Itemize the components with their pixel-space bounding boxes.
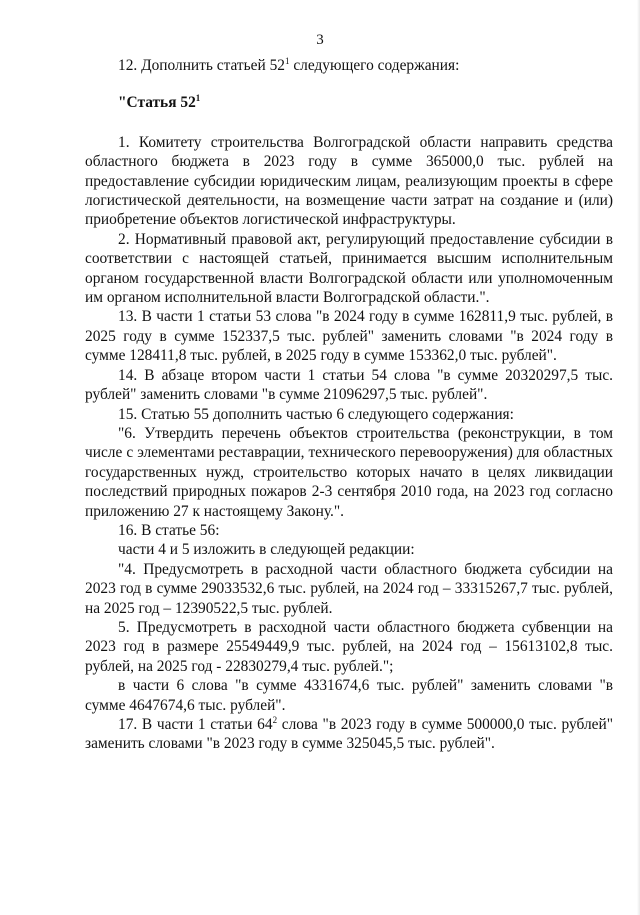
item-12-text: 12. Дополнить статьей 52 [118, 57, 285, 74]
item-12-superscript: 1 [284, 56, 290, 66]
paragraph-2: 2. Нормативный правовой акт, регулирующий предоставление субсидии в соответствии с настоящей статьей, принимается высшим исполнительным органом государственной власти Волгоградской области или уполномоченным им органом исполнительной власти Волгоградской области.". [85, 230, 613, 307]
paragraph-13: 13. В части 1 статьи 53 слова "в 2024 году в сумме 162811,9 тыс. рублей, в 2025 году в сумме 152337,5 тыс. рублей" заменить словами "в 2024 году в сумме 128411,8 тыс. рублей, в 2025 году в сумме 153362,0 тыс. рублей". [85, 308, 613, 365]
paragraph-16-part-6: в части 6 слова "в сумме 4331674,6 тыс. рублей" заменить словами "в сумме 4647674,6 тыс. рублей". [85, 677, 613, 714]
paragraph-17-text-b: слова "в 2023 году в сумме 500000,0 тыс. рублей" заменить словами "в 2023 году в сумме 325045,5 тыс. рублей". [85, 716, 614, 753]
paragraph-17-text-a: 17. В части 1 статьи 64 [118, 716, 273, 733]
item-12-tail: следующего содержания: [289, 57, 460, 74]
paragraph-15-quote: "6. Утвердить перечень объектов строительства (реконструкции, в том числе с элементами реставрации, технического перевооружения) для областных государственных нужд, строительство которых начато в целях ликвидации последствий природных пожаров 2-3 сентября 2010 года, на 2023 год согласно приложению 27 к настоящему Закону.". [85, 424, 613, 520]
paragraph-16: 16. В статье 56: [118, 521, 220, 539]
paragraph-1: 1. Комитету строительства Волгоградской области направить средства областного бюджета в 2023 году в сумме 365000,0 тыс. рублей на предоставление субсидии юридическим лицам, реализующим проекты в сфере логистической деятельности, на возмещение части затрат на создание и (или) приобретение объектов логистической инфраструктуры. [85, 133, 613, 229]
paragraph-16-part-5: 5. Предусмотреть в расходной части областного бюджета субвенции на 2023 год в размере 25549449,9 тыс. рублей, на 2024 год – 15613102,8 тыс. рублей, на 2025 год - 22830279,4 тыс. рублей."; [85, 618, 613, 675]
paragraph-15: 15. Статью 55 дополнить частью 6 следующего содержания: [118, 405, 514, 423]
paragraph-17 [85, 715, 613, 754]
item-12 [85, 56, 613, 75]
document-body [85, 56, 613, 754]
article-heading-text: "Статья 52 [118, 94, 196, 112]
paragraph-17-superscript: 2 [272, 715, 278, 725]
paragraph-16-intro: части 4 и 5 изложить в следующей редакции: [118, 541, 415, 559]
article-heading-superscript: 1 [195, 93, 201, 104]
paragraph-14: 14. В абзаце втором части 1 статьи 54 слова "в сумме 20320297,5 тыс. рублей" заменить словами "в сумме 21096297,5 тыс. рублей". [85, 366, 613, 404]
paragraph-16-part-4: "4. Предусмотреть в расходной части областного бюджета субсидии на 2023 год в сумме 29033532,6 тыс. рублей, на 2024 год – 33315267,7 тыс. рублей, на 2025 год – 12390522,5 тыс. рублей. [85, 560, 613, 617]
page-number: 3 [316, 32, 324, 48]
article-heading [85, 93, 613, 112]
